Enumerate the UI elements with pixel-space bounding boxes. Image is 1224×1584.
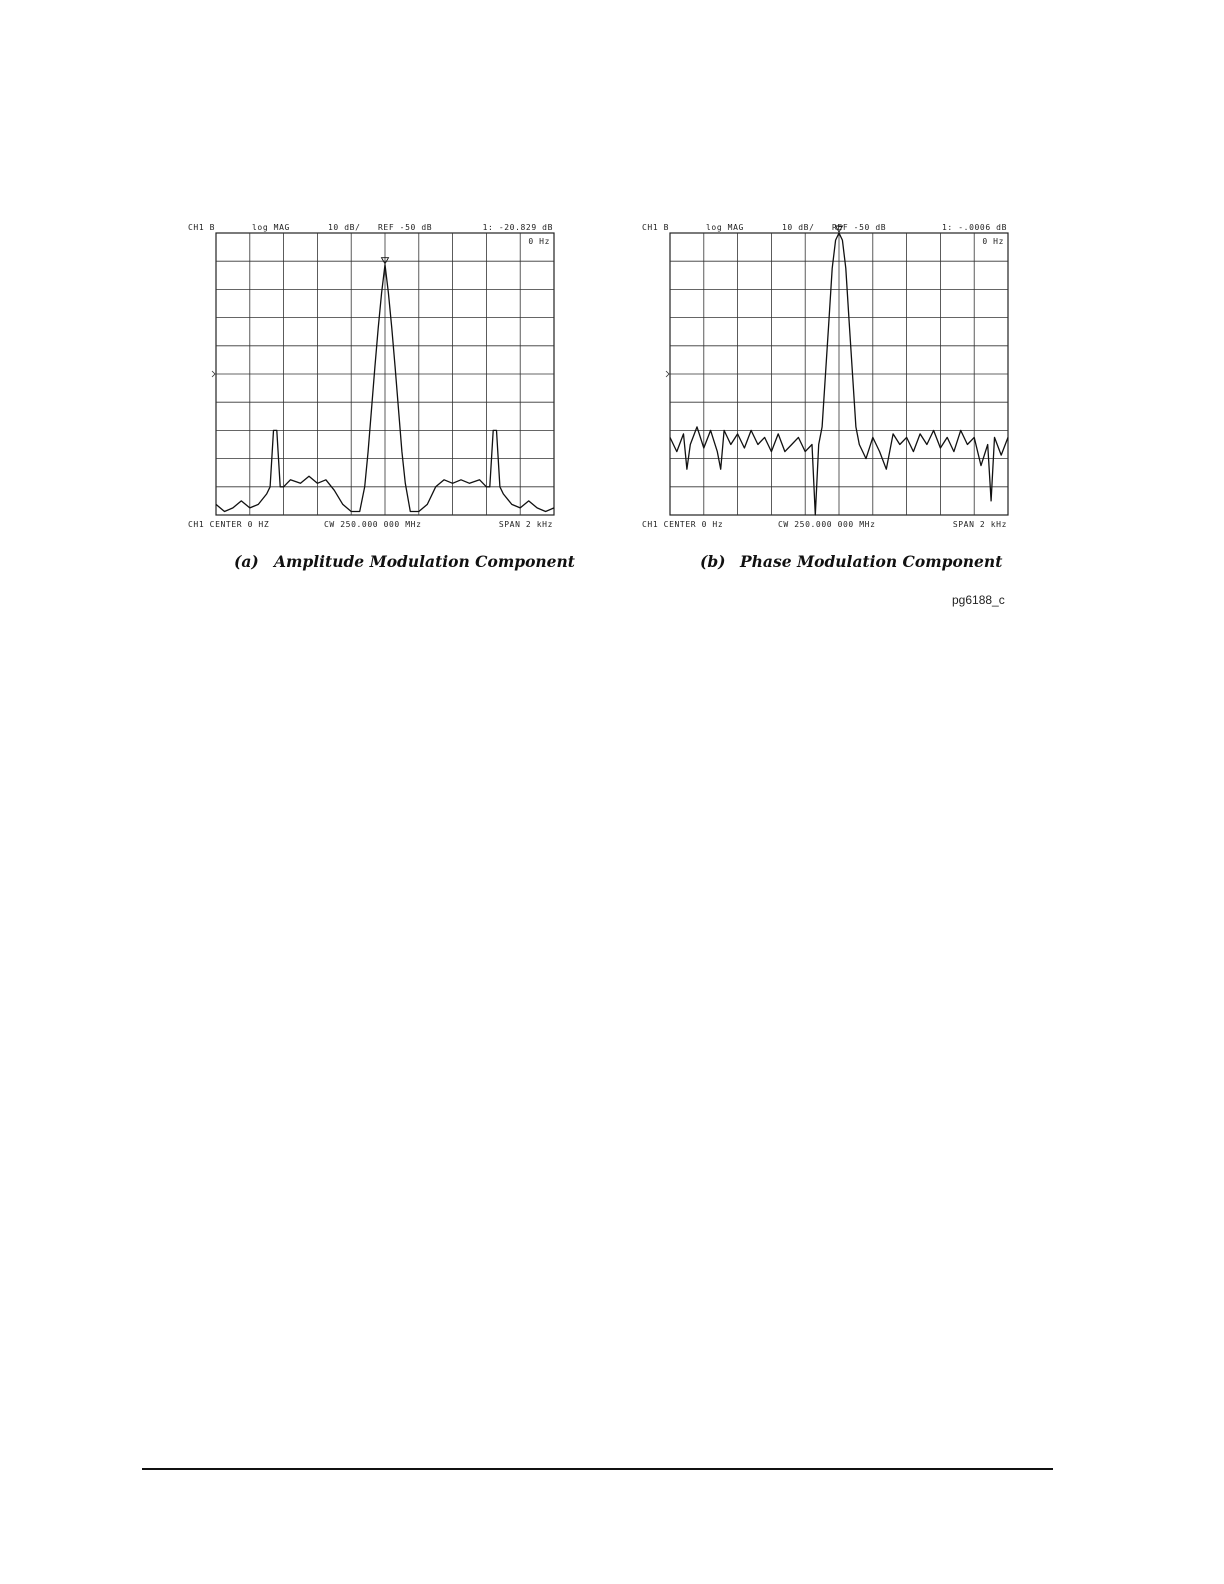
chart-amplitude-modulation [186,214,566,534]
header-format: log MAG [706,223,744,232]
footer-rule [142,1468,1053,1470]
reference-indicator [666,371,669,377]
caption-tag: (a) [234,552,259,571]
reference-indicator [212,371,215,377]
footer-span: SPAN 2 kHz [952,520,1007,529]
caption-text: Amplitude Modulation Component [274,552,575,571]
caption-tag: (b) [700,552,726,571]
header-marker-value: 1: -.0006 dB [942,223,1007,232]
footer-center: CH1 CENTER 0 Hz [642,520,724,529]
footer-span: SPAN 2 kHz [498,520,553,529]
header-reference: REF -50 dB [832,223,887,232]
marker-stimulus: 0 Hz [982,237,1004,246]
header-channel: CH1 B [642,223,670,232]
caption-text: Phase Modulation Component [740,552,1003,571]
header-marker-value: 1: -20.829 dB [482,223,553,232]
footer-center: CH1 CENTER 0 HZ [188,520,270,529]
footer-cw: CW 250.000 000 MHz [324,520,422,529]
caption-phase [700,552,1002,571]
header-format: log MAG [252,223,290,232]
chart-phase-modulation [640,214,1020,534]
footer-cw: CW 250.000 000 MHz [778,520,876,529]
header-channel: CH1 B [188,223,216,232]
header-scale: 10 dB/ [328,223,361,232]
header-scale: 10 dB/ [782,223,815,232]
marker-stimulus: 0 Hz [528,237,550,246]
chart-panel-phase [640,214,1020,534]
header-reference: REF -50 dB [378,223,433,232]
caption-amplitude [234,552,575,571]
figure-id: pg6188_c [952,593,1005,607]
chart-panel-amplitude [186,214,566,534]
